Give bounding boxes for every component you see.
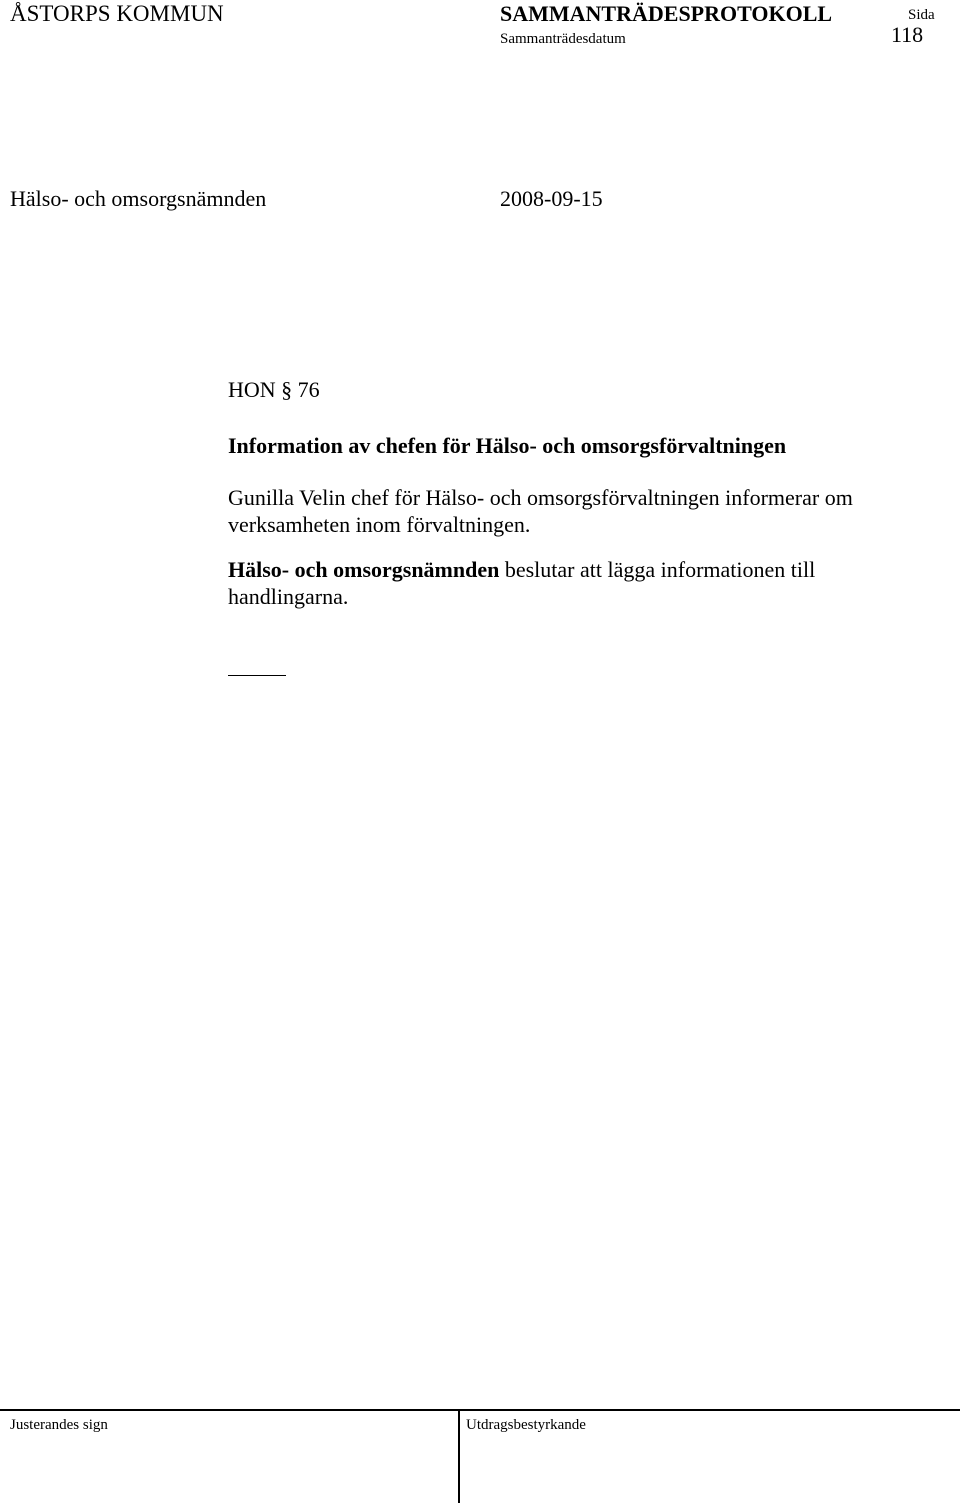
section-end-rule — [228, 675, 286, 676]
justification-signature-label: Justerandes sign — [10, 1417, 108, 1433]
meeting-date: 2008-09-15 — [500, 186, 603, 211]
decision-text: beslutar att lägga informationen till handlingarna. — [228, 557, 816, 609]
section-title: Information av chefen för Hälso- och omsorgsförvaltningen — [228, 433, 787, 458]
footer-divider — [458, 1409, 460, 1503]
committee-name: Hälso- och omsorgsnämnden — [10, 186, 267, 211]
meeting-date-label: Sammanträdesdatum — [500, 31, 626, 47]
section-number: HON § 76 — [228, 377, 320, 402]
section-body — [228, 484, 928, 610]
information-paragraph — [228, 484, 928, 538]
decision-subject: Hälso- och omsorgsnämnden — [228, 557, 500, 582]
page-label: Sida — [908, 7, 935, 23]
extract-certification-label: Utdragsbestyrkande — [466, 1417, 586, 1433]
information-line-1: Gunilla Velin chef för Hälso- och omsorgsförvaltningen informerar om — [228, 485, 853, 510]
page-number: 118 — [891, 22, 924, 47]
information-line-2: verksamheten inom förvaltningen. — [228, 512, 531, 537]
municipality-name: ÅSTORPS KOMMUN — [10, 1, 224, 26]
document-type: SAMMANTRÄDESPROTOKOLL — [500, 1, 833, 26]
decision-paragraph — [228, 556, 928, 610]
footer-rule — [0, 1409, 960, 1411]
